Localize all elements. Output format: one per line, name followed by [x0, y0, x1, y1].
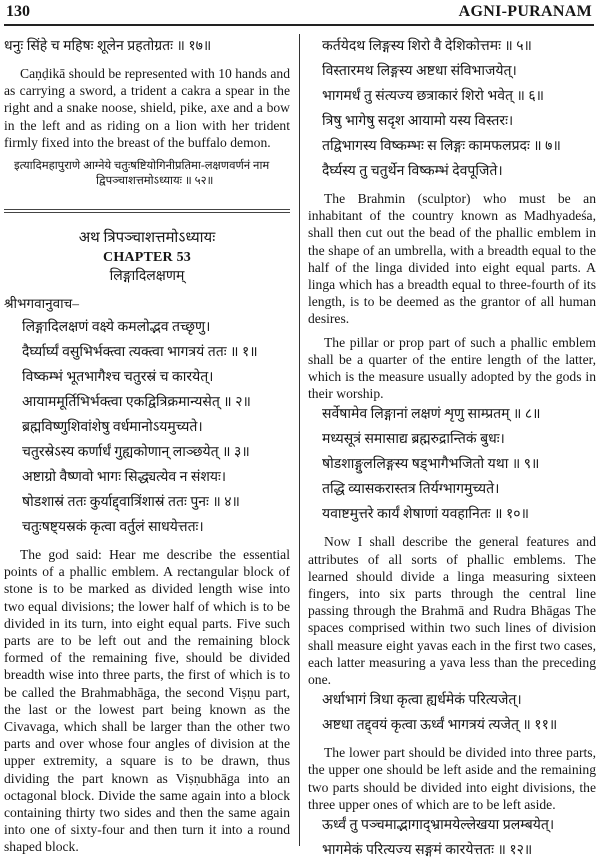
- sanskrit-verse: कर्तयेदथ लिङ्गस्य शिरो वै देशिकोत्तमः ॥ ५॥: [322, 39, 532, 54]
- sanskrit-verse: भागमेकं परित्यज्य सङ्गमं कारयेत्ततः ॥ १२॥: [322, 843, 533, 859]
- colophon-line: इत्यादिमहापुराणे आग्नेये चतुःषष्टियोगिनीप्रतिमा-लक्षणवर्णनं नाम: [14, 160, 270, 173]
- translation-paragraph: Caṇḍikā should be represented with 10 hands and as carrying a sword, a trident a cakra a spear in the right and a snake noose, shield, pike, axe and a bow in the left and as riding on a lion with her trident firmly fixed into the breast of the buffalo demon.: [4, 66, 290, 150]
- sanskrit-verse: धनुः सिंहे च महिषः शूलेन प्रहतोग्रतः ॥ १७॥: [4, 39, 212, 54]
- sanskrit-verse: लिङ्गादिलक्षणं वक्ष्ये कमलोद्भव तच्छृणु।: [22, 320, 211, 336]
- sanskrit-verse: चतुरस्रेऽस्य कर्णार्धं गुह्यकोणान् लाञ्छयेत् ॥ ३॥: [22, 445, 250, 461]
- chapter-colophon: [14, 159, 290, 189]
- section-rule: [4, 212, 290, 213]
- translation-paragraph: The god said: Hear me describe the essential points of a phallic emblem. A rectangular block of stone is to be marked as divided length wise into two equal divisions; the lower half of which is to be divided in its turn, into eight equal parts. Five such parts are to be left out and the remaining block formed of the remaining five, should be divided breadth wise into three parts, the first of which is to be called the Brahmabhāga, the second Viṣṇu part, the last or the lowest part being known as the Civavaga, which shall be larger than the other two parts and over whose four angles of division at the upper extremity, a square is to be drawn, thus dividing the part known as Viṣṇubhāga into an octagonal block. Divide the same again into a block containing thirty two sides and then the same again into one of sixty-four and then turn it into a round shaped block.: [4, 547, 290, 855]
- sanskrit-verse: आयाममूर्तिभिर्भक्त्वा एकद्वित्रिक्रमान्यसेत् ॥ २॥: [22, 395, 251, 411]
- sanskrit-verse: विष्कम्भं भूतभागैश्च चतुरस्रं च कारयेत्।: [22, 370, 214, 386]
- sanskrit-verse: अष्टधा तद्द्वयं कृत्वा ऊर्ध्वं भागत्रयं त्यजेत् ॥ ११॥: [322, 718, 558, 734]
- translation-paragraph: The pillar or prop part of such a phallic emblem shall be a quarter of the entire length of the latter, which is the measure usually adopted by the gods in their worship.: [308, 334, 596, 402]
- sanskrit-verse: अर्धाभागं त्रिधा कृत्वा ह्यर्धमेकं परित्यजेत्।: [322, 693, 522, 709]
- sanskrit-verse: मध्यसूत्रं समासाद्य ब्रह्मरुद्रान्तिकं बुधः।: [322, 432, 505, 448]
- sanskrit-verse: दैर्घ्यार्घ्यं वसुभिर्भक्त्वा त्यक्त्वा भागत्रयं ततः ॥ १॥: [22, 345, 258, 361]
- sanskrit-verse: यवाष्टमुत्तरे कार्यं शेषाणां यवहानितः ॥ १०॥: [322, 507, 529, 523]
- sanskrit-verse: अष्टाग्रो वैष्णवो भागः सिद्ध्यत्येव न संशयः।: [22, 470, 227, 486]
- sanskrit-verse: सर्वेषामेव लिङ्गानां लक्षणं शृणु साम्प्रतम् ॥ ८॥: [322, 407, 541, 423]
- sanskrit-verse: भागमर्धं तु संत्यज्य छत्राकारं शिरो भवेत् ॥ ६॥: [322, 89, 545, 104]
- chapter-number: CHAPTER 53: [103, 250, 191, 266]
- verse-block: [308, 34, 596, 184]
- sanskrit-verse: दैर्घ्यस्य तु चतुर्थेन विष्कम्भं देवपूजिते।: [322, 164, 503, 179]
- page-number: 130: [6, 3, 30, 20]
- column-divider: [299, 34, 300, 846]
- sanskrit-verse: तद्धि व्यासकरास्तत्र तिर्यग्भागमुच्यते।: [322, 482, 500, 498]
- section-rule: [4, 209, 290, 210]
- sanskrit-verse: तद्विभागस्य विष्कम्भः स लिङ्गः कामफलप्रदः ॥ ७॥: [322, 139, 561, 154]
- sanskrit-verse: ब्रह्मविष्णुशिवांशेषु वर्धमानोऽयमुच्यते।: [22, 420, 203, 436]
- right-column: [308, 34, 596, 863]
- verse-block: [308, 813, 596, 863]
- sanskrit-verse: ऊर्ध्वं तु पञ्चमाद्भागाद्भ्रामयेल्लेखया प्रलम्बयेत्।: [322, 818, 555, 834]
- left-column: [4, 34, 290, 856]
- translation-paragraph: Now I shall describe the general features and attributes of all sorts of phallic emblems. The learned should divide a linga measuring sixteen fingers, into six parts through the central line passing through the Brahmā and Rudra Bhāgas The spaces comprised within two such lines of division shall measure eight yavas each in the first two cases, each latter measuring a yava less than the preceding one.: [308, 534, 596, 688]
- verse-block: [4, 315, 290, 540]
- sanskrit-verse: षोडशाङ्गुललिङ्गस्य षड्भागैभजितो यथा ॥ ९॥: [322, 457, 540, 473]
- sanskrit-verse: षोडशास्रं ततः कुर्याद्द्वात्रिंशास्रं ततः पुनः ॥ ४॥: [22, 495, 240, 511]
- sanskrit-verse: चतुःषष्ट्यस्रकं कृत्वा वर्तुलं साधयेत्ततः।: [22, 520, 204, 536]
- translation-paragraph: The Brahmin (sculptor) who must be an inhabitant of the country known as Madhyadeśa, shall then cut out the bead of the phallic emblem in the shape of an umbrella, with a breadth equal to the half of the linga divided into eight equal parts. A linga which has a breadth equal to three-fourth of its length, is to be deemed as the grantor of all human desires.: [308, 191, 596, 327]
- translation-paragraph: The lower part should be divided into three parts, the upper one should be left aside and the remaining two parts should be divided into eight divisions, the three upper ones of which are to be left aside.: [308, 745, 596, 812]
- running-title: AGNI-PURANAM: [458, 3, 592, 20]
- verse-block: [308, 688, 596, 738]
- colophon-line: द्विपञ्चाशत्तमोऽध्यायः ॥ ५२॥: [96, 175, 214, 188]
- chapter-subject: लिङ्गादिलक्षणम्: [109, 269, 185, 285]
- sanskrit-verse: त्रिषु भागेषु सदृश आयामो यस्य विस्तरः।: [322, 114, 514, 129]
- sanskrit-verse: विस्तारमथ लिङ्गस्य अष्टधा संविभाजयेत्।: [322, 64, 517, 79]
- chapter-title-sanskrit: अथ त्रिपञ्चाशत्तमोऽध्यायः: [78, 230, 216, 247]
- speaker-line: श्रीभगवानुवाच–: [4, 296, 79, 312]
- verse-block: [308, 402, 596, 527]
- page-header: [4, 2, 594, 26]
